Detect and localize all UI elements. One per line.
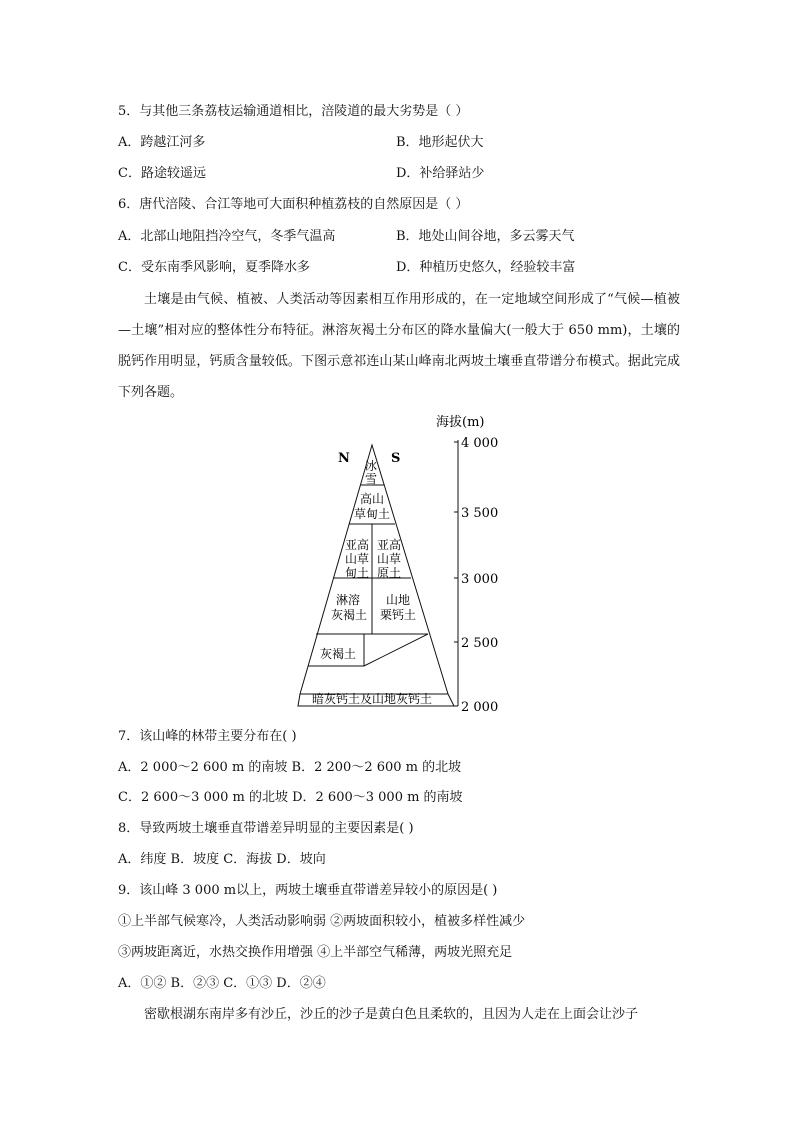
tick-label-2000: 2 000 [461,700,499,715]
label-snow-2: 雪 [365,472,378,486]
q5-options-row-2 [118,165,678,183]
q8-stem: 8．导致两坡土壤垂直带谱差异明显的主要因素是( ) [118,821,414,836]
tick-label-3500: 3 500 [461,506,499,521]
label-s-subalpine-1: 亚高 [377,538,402,552]
soil-passage: 土壤是由气候、植被、人类活动等因素相互作用形成的，在一定地域空间形成了“气候—植被—土壤”相对应的整体性分布特征。淋溶灰褐土分布区的降水量偏大(一般大于 650 mm)，土壤的脱钙作用明显，钙质含量较低。下图示意祁连山某山峰南北两坡土壤垂直带谱分布模式。据此完成下列各题。 [118,292,680,400]
label-meadow-2: 草甸土 [354,507,391,521]
q6-options-row-1 [118,228,678,246]
q5-option-c: C．路途较遥远 [118,166,206,181]
tick-label-3000: 3 000 [461,572,499,587]
south-slope-boundary [364,634,428,666]
q6-option-d: D．种植历史悠久，经验较丰富 [396,260,576,275]
q7-options-row-1: A．2 000～2 600 m 的南坡 B．2 200～2 600 m 的北坡 [118,760,462,775]
label-grey-cinnamon: 灰褐土 [320,647,357,661]
q9-options: A．①② B．②③ C．①③ D．②④ [118,976,326,991]
label-n-subalpine-1: 亚高 [345,538,370,552]
tick-label-4000: 4 000 [461,436,499,451]
label-s-chestnut-1: 山地 [386,593,411,607]
q6-stem: 6．唐代涪陵、合江等地可大面积种植荔枝的自然原因是（ ） [118,197,469,212]
q7-options-row-2: C．2 600～3 000 m 的北坡 D．2 600～3 000 m 的南坡 [118,790,463,805]
q5-option-b: B．地形起伏大 [396,135,484,150]
label-meadow-1: 高山 [360,492,385,506]
south-label: S [391,451,401,466]
q5-option-d: D．补给驿站少 [396,166,485,181]
q9-statement-2: ③两坡距离近，水热交换作用增强 ④上半部空气稀薄，两坡光照充足 [118,945,513,960]
q9-statement-1: ①上半部气候寒冷，人类活动影响弱 ②两坡面积较小，植被多样性减少 [118,914,526,929]
q5-options-row-1 [118,134,678,152]
q6-options-row-2 [118,259,678,277]
label-n-leached-1: 淋溶 [336,593,361,607]
q7-stem: 7．该山峰的林带主要分布在( ) [118,729,297,744]
axis-title: 海拔(m) [436,415,485,430]
q5-stem: 5．与其他三条荔枝运输通道相比，涪陵道的最大劣势是（ ） [118,104,469,119]
label-s-subalpine-3: 原土 [377,566,402,580]
q9-stem: 9．该山峰 3 000 m以上，两坡土壤垂直带谱差异较小的原因是( ) [118,883,498,898]
label-n-subalpine-3: 甸土 [345,566,370,580]
q6-option-a: A．北部山地阻挡冷空气，冬季气温高 [118,229,336,244]
q6-option-b: B．地处山间谷地，多云雾天气 [396,229,575,244]
q8-options: A．纬度 B．坡度 C．海拔 D．坡向 [118,852,326,867]
q6-option-c: C．受东南季风影响，夏季降水多 [118,260,310,275]
north-label: N [338,451,350,466]
label-s-subalpine-2: 山草 [377,552,402,566]
label-s-chestnut-2: 栗钙土 [380,608,417,622]
label-snow-1: 冰 [365,459,378,473]
soil-zonation-diagram [296,408,506,718]
label-base-soil: 暗灰钙土及山地灰钙土 [312,692,433,706]
dune-passage: 密歇根湖东南岸多有沙丘，沙丘的沙子是黄白色且柔软的，且因为人走在上面会让沙子 [144,1007,639,1022]
tick-label-2500: 2 500 [461,636,499,651]
label-n-subalpine-2: 山草 [345,552,370,566]
q5-option-a: A．跨越江河多 [118,135,206,150]
label-n-leached-2: 灰褐土 [331,608,368,622]
